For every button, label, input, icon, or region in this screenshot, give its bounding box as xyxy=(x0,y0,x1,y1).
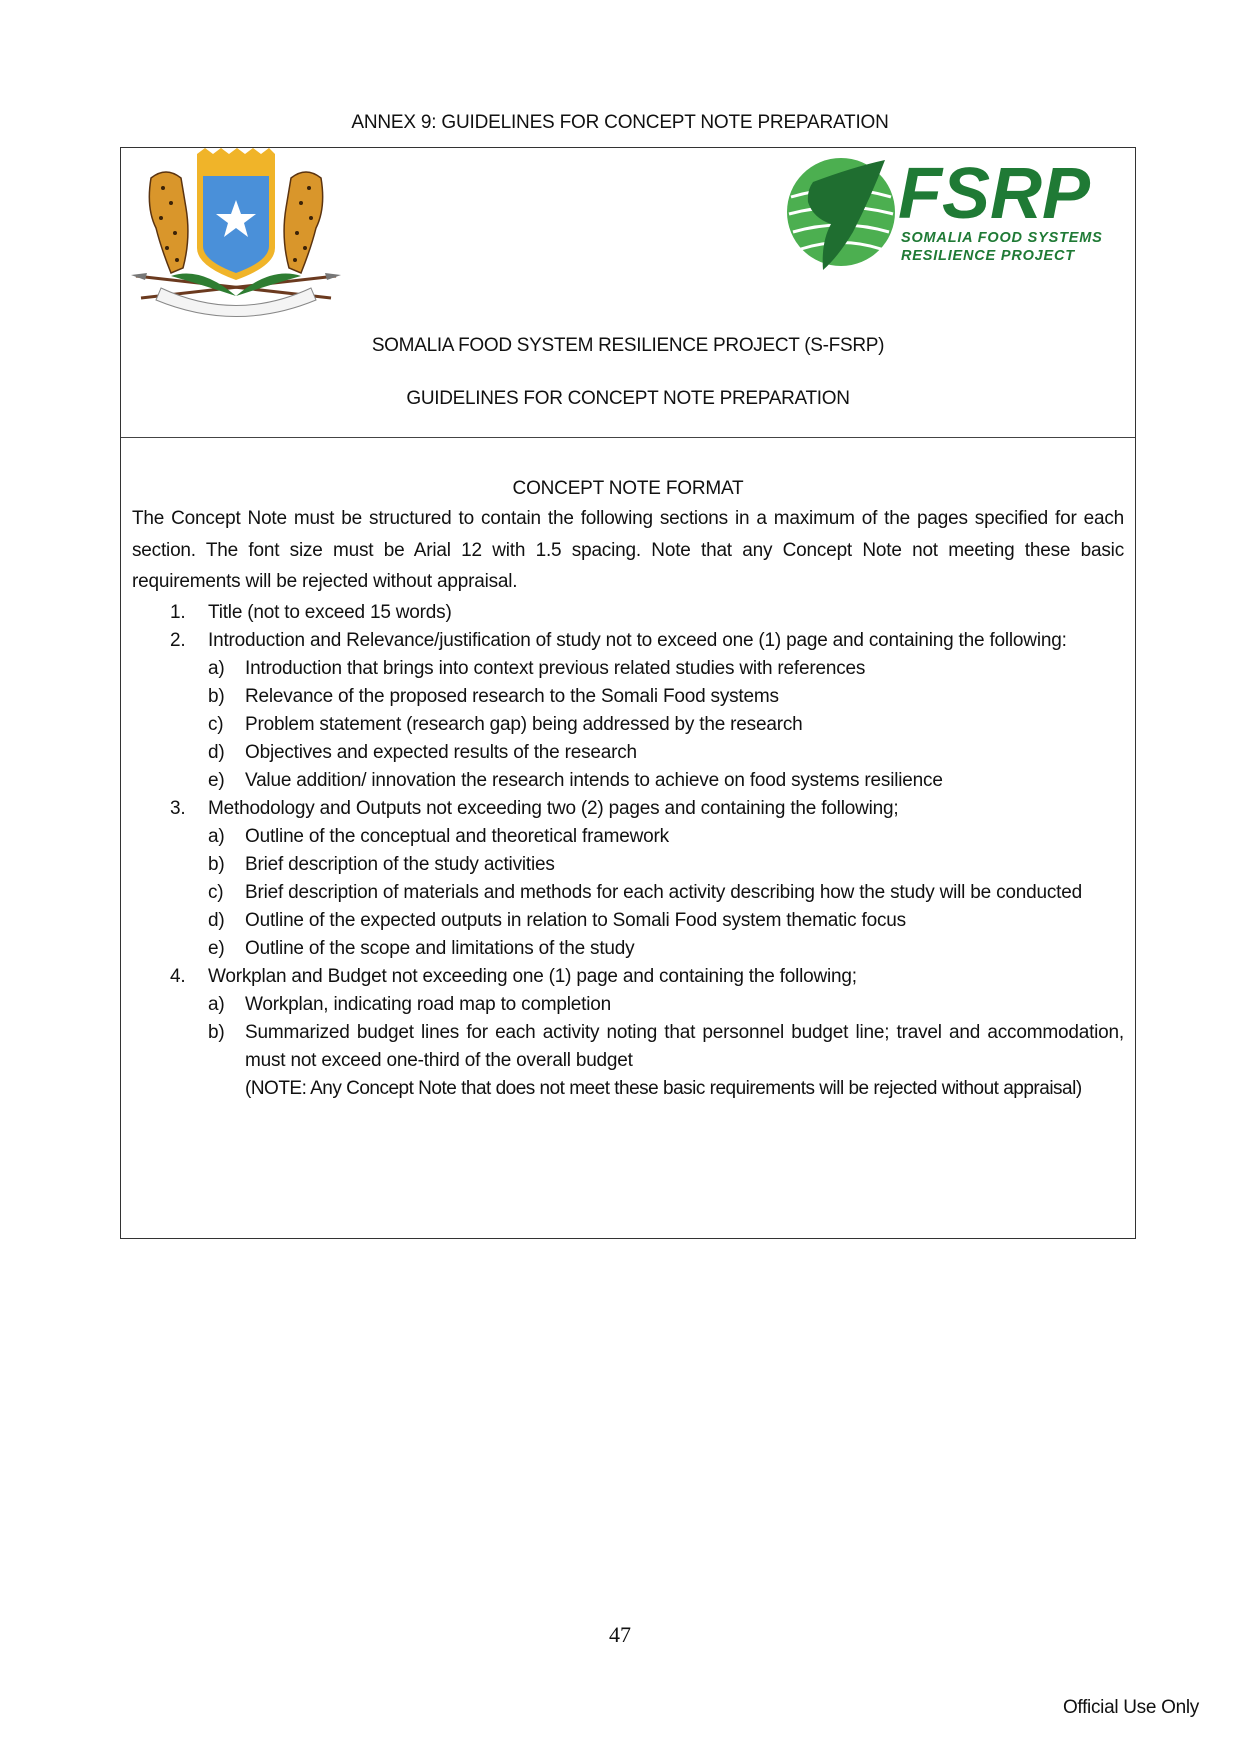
sub-item xyxy=(132,823,1124,851)
sub-item-text: Brief description of materials and methods for each activity describing how the study will be conducted xyxy=(245,881,1082,903)
sub-item-letter: a) xyxy=(208,657,225,679)
fsrp-wordmark: FSRP xyxy=(898,154,1091,234)
sub-item-letter: d) xyxy=(208,909,225,931)
sub-item-text: Brief description of the study activities xyxy=(245,853,555,875)
list-item xyxy=(132,627,1124,655)
sub-item-letter: e) xyxy=(208,937,225,959)
guidelines-frame xyxy=(120,147,1136,1239)
sub-item xyxy=(132,683,1124,711)
sub-item-letter: a) xyxy=(208,825,225,847)
sub-item xyxy=(132,655,1124,683)
sub-item-text: Problem statement (research gap) being addressed by the research xyxy=(245,713,803,735)
sub-item-letter: b) xyxy=(208,685,225,707)
item-text: Methodology and Outputs not exceeding two (2) pages and containing the following; xyxy=(208,797,899,819)
sub-item xyxy=(132,851,1124,879)
sub-item-letter: c) xyxy=(208,713,224,735)
header-box xyxy=(121,148,1135,438)
sub-item xyxy=(132,935,1124,963)
sub-item-text: Outline of the scope and limitations of the study xyxy=(245,937,635,959)
item-number: 4. xyxy=(170,965,186,987)
sub-item-text: Outline of the expected outputs in relation to Somali Food system thematic focus xyxy=(245,909,906,931)
sub-item-letter: c) xyxy=(208,881,224,903)
sub-item xyxy=(132,991,1124,1019)
item-text: Workplan and Budget not exceeding one (1) page and containing the following; xyxy=(208,965,857,987)
sub-item-text: Workplan, indicating road map to completion xyxy=(245,993,611,1015)
sub-item xyxy=(132,767,1124,795)
project-title: SOMALIA FOOD SYSTEM RESILIENCE PROJECT (S-FSRP) xyxy=(371,335,885,356)
sub-item-text: Summarized budget lines for each activity noting that personnel budget line; travel and accommodation, must not exceed one-third of the overall budget xyxy=(245,1021,1124,1071)
list-item xyxy=(132,599,1124,627)
fsrp-tagline-line2: RESILIENCE PROJECT xyxy=(901,248,1075,264)
sub-item-letter: b) xyxy=(208,1021,225,1043)
list-item xyxy=(132,963,1124,991)
requirements-list xyxy=(132,599,1124,1103)
item-number: 3. xyxy=(170,797,186,819)
fsrp-logo-icon xyxy=(783,152,1123,274)
sub-item-text: Value addition/ innovation the research intends to achieve on food systems resilience xyxy=(245,769,943,791)
concept-note-format-section xyxy=(121,438,1135,1103)
closing-note: (NOTE: Any Concept Note that does not meet these basic requirements will be rejected without appraisal) xyxy=(245,1077,1082,1099)
item-number: 2. xyxy=(170,629,186,651)
sub-item-letter: b) xyxy=(208,853,225,875)
list-item xyxy=(132,795,1124,823)
sub-item-text: Introduction that brings into context previous related studies with references xyxy=(245,657,866,679)
sub-item xyxy=(132,1019,1124,1075)
intro-paragraph: The Concept Note must be structured to contain the following sections in a maximum of the pages specified for each section. The font size must be Arial 12 with 1.5 spacing. Note that any Concept Note not meeting these basic requirements will be rejected without appraisal. xyxy=(132,508,1124,592)
sub-item-letter: d) xyxy=(208,741,225,763)
item-text: Title (not to exceed 15 words) xyxy=(208,601,452,623)
sub-item-text: Relevance of the proposed research to the Somali Food systems xyxy=(245,685,779,707)
annex-title: ANNEX 9: GUIDELINES FOR CONCEPT NOTE PREPARATION xyxy=(351,112,889,133)
sub-item xyxy=(132,711,1124,739)
document-title: GUIDELINES FOR CONCEPT NOTE PREPARATION xyxy=(406,388,850,409)
page-number: 47 xyxy=(609,1622,631,1647)
sub-item-letter: a) xyxy=(208,993,225,1015)
item-text: Introduction and Relevance/justification of study not to exceed one (1) page and containing the following: xyxy=(208,629,1067,651)
sub-item xyxy=(132,879,1124,907)
item-number: 1. xyxy=(170,601,186,623)
sub-item-text: Outline of the conceptual and theoretical framework xyxy=(245,825,669,847)
sub-item-letter: e) xyxy=(208,769,225,791)
fsrp-tagline-line1: SOMALIA FOOD SYSTEMS xyxy=(901,230,1103,246)
sub-item xyxy=(132,739,1124,767)
sub-item xyxy=(132,907,1124,935)
footer-classification-label: Official Use Only xyxy=(1062,1697,1199,1718)
somalia-coat-of-arms-icon xyxy=(131,148,341,318)
section-title: CONCEPT NOTE FORMAT xyxy=(512,478,744,499)
sub-item-text: Objectives and expected results of the research xyxy=(245,741,637,763)
